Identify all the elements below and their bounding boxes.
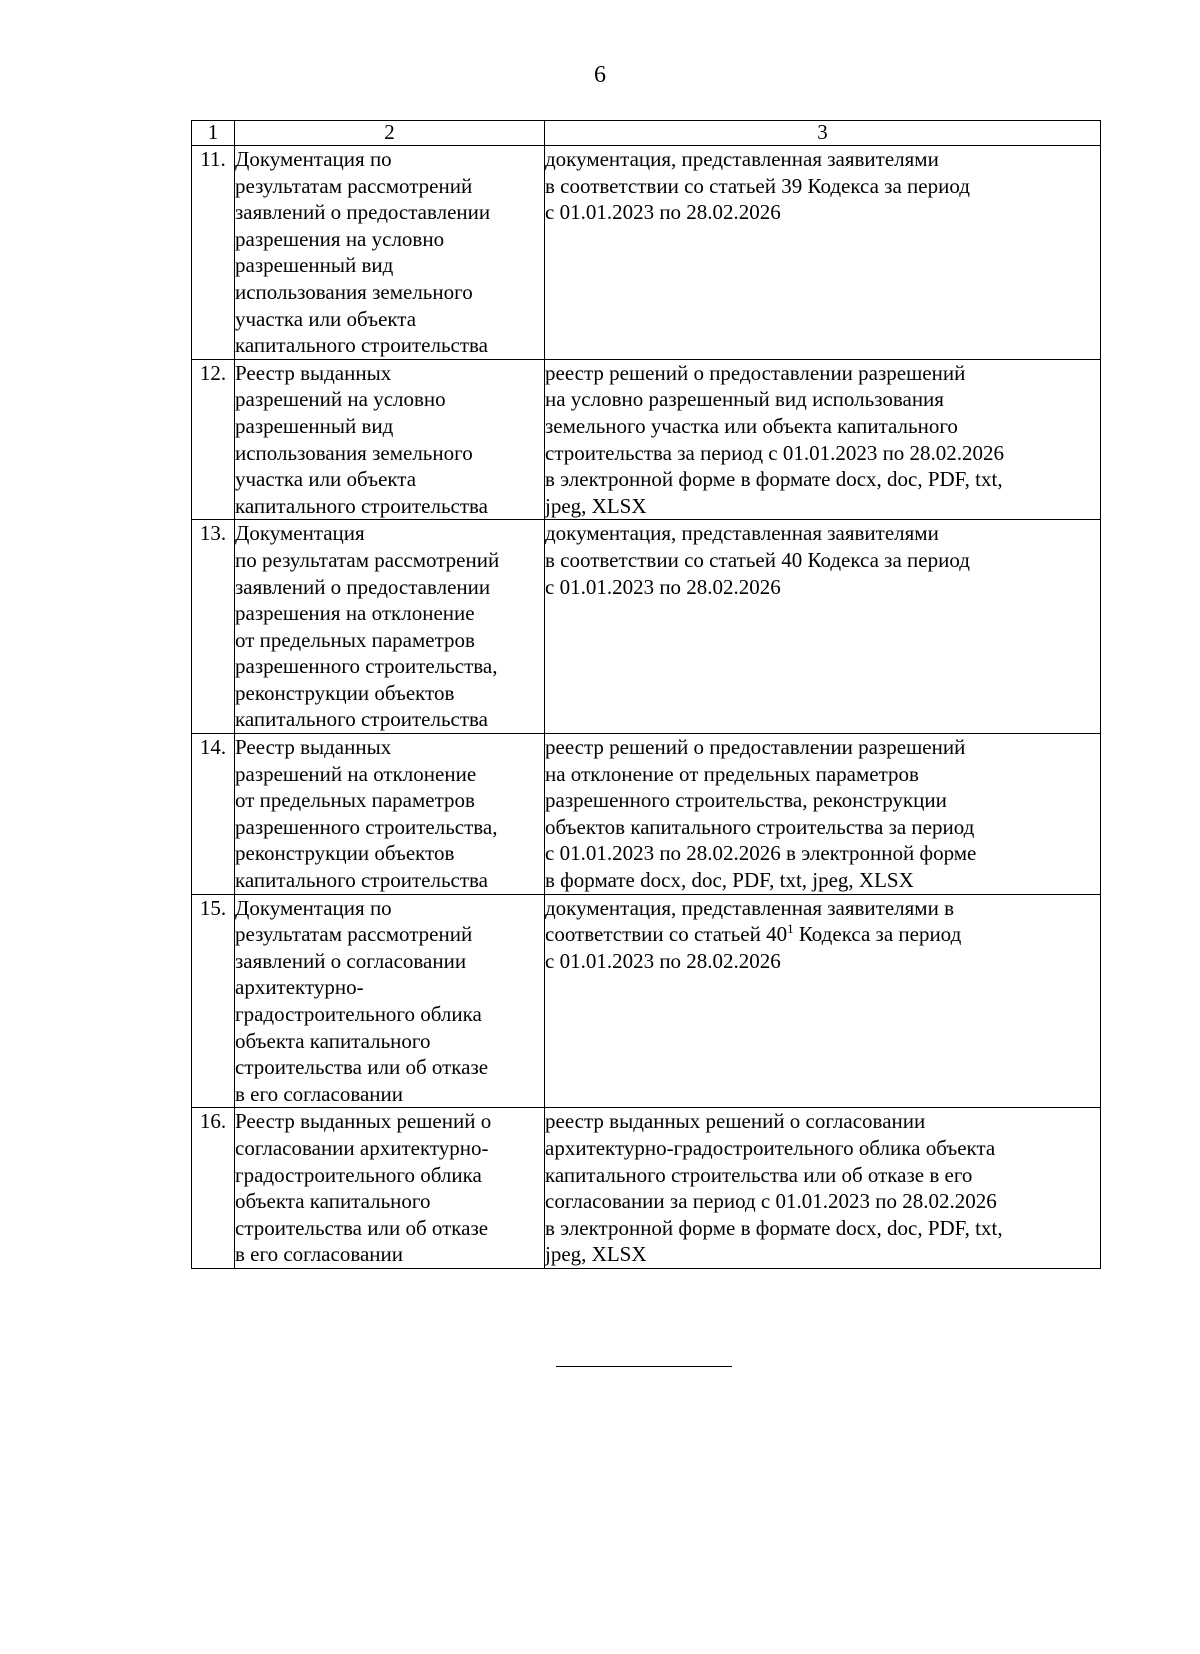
name-line: объекта капитального bbox=[235, 1189, 431, 1214]
row-number: 12. bbox=[192, 359, 235, 520]
name-line: заявлений о предоставлении bbox=[235, 200, 491, 225]
document-name bbox=[235, 520, 545, 734]
desc-line: jpeg, XLSX bbox=[545, 1242, 647, 1267]
document-description bbox=[545, 359, 1101, 520]
desc-line: реестр решений о предоставлении разрешений bbox=[545, 360, 966, 385]
document-name bbox=[235, 734, 545, 895]
name-line: разрешений на условно bbox=[235, 387, 446, 412]
desc-line: земельного участка или объекта капитального bbox=[545, 413, 958, 438]
name-line: капитального строительства bbox=[235, 493, 488, 518]
row-number: 14. bbox=[192, 734, 235, 895]
name-line: разрешения на отклонение bbox=[235, 601, 475, 626]
name-line: результатам рассмотрений bbox=[235, 922, 473, 947]
desc-line: в соответствии со статьей 39 Кодекса за период bbox=[545, 173, 970, 198]
name-line: в его согласовании bbox=[235, 1242, 403, 1267]
row-number: 11. bbox=[192, 146, 235, 360]
name-line: заявлений о предоставлении bbox=[235, 574, 491, 599]
name-line: реконструкции объектов bbox=[235, 680, 455, 705]
name-line: заявлений о согласовании bbox=[235, 948, 467, 973]
name-line: от предельных параметров bbox=[235, 788, 475, 813]
desc-line: документация, представленная заявителями bbox=[545, 521, 939, 546]
desc-line: документация, представленная заявителями в bbox=[545, 895, 954, 920]
desc-line: разрешенного строительства, реконструкции bbox=[545, 788, 947, 813]
desc-line: на условно разрешенный вид использования bbox=[545, 387, 944, 412]
end-of-document-rule bbox=[556, 1366, 732, 1367]
desc-line: строительства за период с 01.01.2023 по 28.02.2026 bbox=[545, 440, 1005, 465]
name-line: разрешений на отклонение bbox=[235, 761, 477, 786]
table-row bbox=[192, 146, 1101, 360]
desc-line: jpeg, XLSX bbox=[545, 493, 647, 518]
desc-line: архитектурно-градостроительного облика объекта bbox=[545, 1135, 996, 1160]
name-line: капитального строительства bbox=[235, 333, 488, 358]
name-line: градостроительного облика bbox=[235, 1162, 482, 1187]
desc-line bbox=[545, 921, 1100, 948]
name-line: Реестр выданных решений о bbox=[235, 1109, 492, 1134]
table-row bbox=[192, 359, 1101, 520]
document-name bbox=[235, 894, 545, 1108]
desc-line: объектов капитального строительства за период bbox=[545, 814, 975, 839]
row-number: 13. bbox=[192, 520, 235, 734]
name-line: Реестр выданных bbox=[235, 735, 392, 760]
desc-line: реестр решений о предоставлении разрешений bbox=[545, 735, 966, 760]
name-line: результатам рассмотрений bbox=[235, 173, 473, 198]
name-line: участка или объекта bbox=[235, 467, 417, 492]
name-line: участка или объекта bbox=[235, 306, 417, 331]
document-name bbox=[235, 146, 545, 360]
desc-line: с 01.01.2023 по 28.02.2026 bbox=[545, 948, 781, 973]
desc-line: с 01.01.2023 по 28.02.2026 bbox=[545, 200, 781, 225]
row-number: 16. bbox=[192, 1108, 235, 1269]
name-line: согласовании архитектурно- bbox=[235, 1135, 489, 1160]
desc-line: в формате docx, doc, PDF, txt, jpeg, XLSX bbox=[545, 868, 914, 893]
desc-line: с 01.01.2023 по 28.02.2026 в электронной форме bbox=[545, 841, 977, 866]
registry-table bbox=[191, 120, 1101, 1269]
desc-line: документация, представленная заявителями bbox=[545, 147, 939, 171]
name-line: разрешенный вид bbox=[235, 413, 394, 438]
document-description bbox=[545, 894, 1101, 1108]
table-row bbox=[192, 734, 1101, 895]
name-line: в его согласовании bbox=[235, 1081, 403, 1106]
document-description bbox=[545, 734, 1101, 895]
name-line: реконструкции объектов bbox=[235, 841, 455, 866]
name-line: разрешения на условно bbox=[235, 226, 445, 251]
name-line: разрешенный вид bbox=[235, 253, 394, 278]
desc-line: в соответствии со статьей 40 Кодекса за период bbox=[545, 547, 970, 572]
name-line: использования земельного bbox=[235, 440, 473, 465]
document-description bbox=[545, 1108, 1101, 1269]
row-number: 15. bbox=[192, 894, 235, 1108]
column-header-2: 2 bbox=[235, 121, 545, 146]
name-line: использования земельного bbox=[235, 279, 473, 304]
column-header-1: 1 bbox=[192, 121, 235, 146]
name-line: разрешенного строительства, bbox=[235, 814, 498, 839]
desc-line: в электронной форме в формате docx, doc, PDF, txt, bbox=[545, 467, 1003, 492]
name-line: Документация bbox=[235, 521, 365, 546]
document-name bbox=[235, 359, 545, 520]
desc-line: в электронной форме в формате docx, doc, PDF, txt, bbox=[545, 1215, 1003, 1240]
column-header-3: 3 bbox=[545, 121, 1101, 146]
name-line: строительства или об отказе bbox=[235, 1215, 489, 1240]
document-description bbox=[545, 146, 1101, 360]
page-number: 6 bbox=[594, 62, 606, 88]
name-line: Документация по bbox=[235, 147, 392, 171]
name-line: Реестр выданных bbox=[235, 360, 392, 385]
table-row bbox=[192, 894, 1101, 1108]
name-line: Документация по bbox=[235, 895, 392, 920]
desc-line: капитального строительства или об отказе в его bbox=[545, 1162, 973, 1187]
document-name bbox=[235, 1108, 545, 1269]
table-row bbox=[192, 1108, 1101, 1269]
name-line: градостроительного облика bbox=[235, 1002, 482, 1026]
desc-text: соответствии со статьей 40 bbox=[545, 922, 788, 947]
superscript: 1 bbox=[787, 921, 794, 937]
name-line: разрешенного строительства, bbox=[235, 654, 498, 679]
name-line: от предельных параметров bbox=[235, 627, 475, 652]
name-line: капитального строительства bbox=[235, 868, 488, 893]
desc-line: реестр выданных решений о согласовании bbox=[545, 1109, 926, 1134]
desc-text: Кодекса за период bbox=[793, 922, 962, 947]
table-row bbox=[192, 520, 1101, 734]
name-line: объекта капитального bbox=[235, 1028, 431, 1053]
name-line: по результатам рассмотрений bbox=[235, 547, 500, 572]
document-description bbox=[545, 520, 1101, 734]
name-line: архитектурно- bbox=[235, 975, 364, 1000]
table-header-row bbox=[192, 121, 1101, 146]
desc-line: согласовании за период с 01.01.2023 по 28.02.2026 bbox=[545, 1189, 997, 1214]
desc-line: на отклонение от предельных параметров bbox=[545, 761, 919, 786]
desc-line: с 01.01.2023 по 28.02.2026 bbox=[545, 574, 781, 599]
name-line: капитального строительства bbox=[235, 707, 488, 732]
name-line: строительства или об отказе bbox=[235, 1055, 489, 1080]
